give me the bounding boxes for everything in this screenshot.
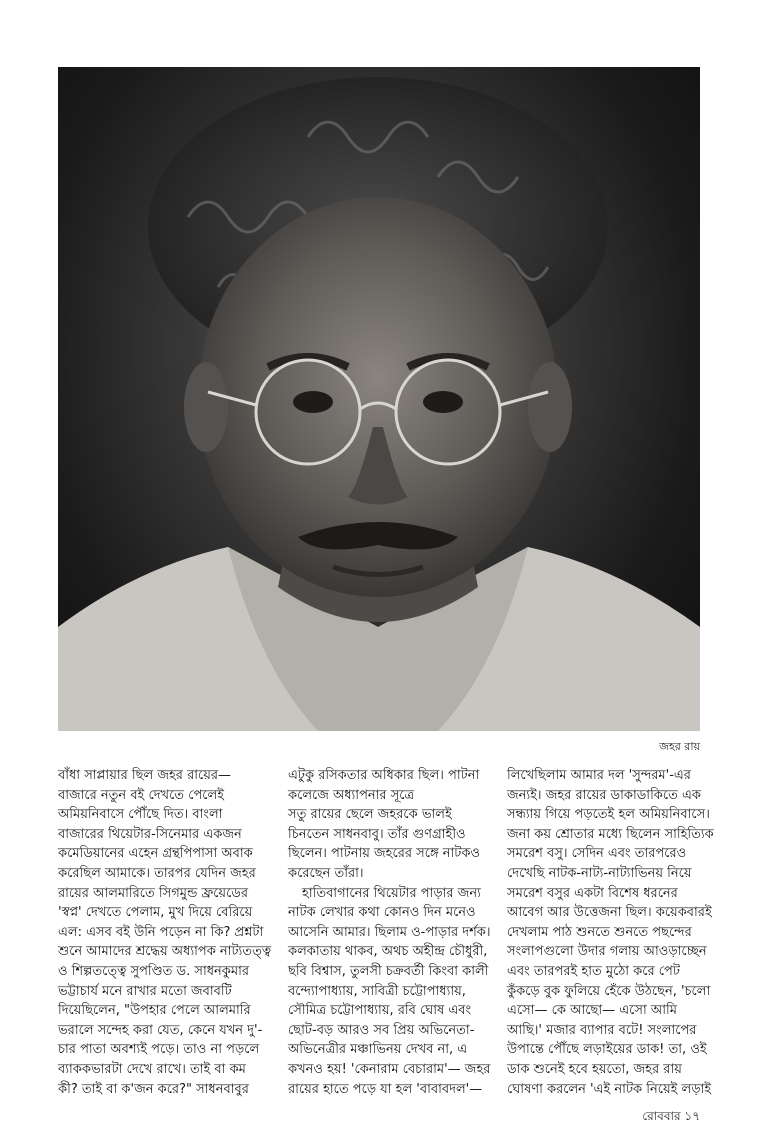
text-line: বাঁধা সাপ্লায়ার ছিল জহর রায়ের— <box>58 768 232 783</box>
text-line: সন্ধ্যায় গিয়ে পড়তেই হল অমিয়নিবাসে। <box>507 807 710 823</box>
text-line: সৌমিত্র চট্টোপাধ্যায়, রবি ঘোষ এবং <box>288 1003 472 1019</box>
text-line: কী? তাই বা ক'জন করে?" সাধনবাবুর <box>58 1081 249 1097</box>
text-line: আসেনি আমার। ছিলাম ও-পাড়ার দর্শক। <box>288 924 491 940</box>
text-line: অমিয়নিবাসে পৌঁছে দিত। বাংলা <box>58 807 223 823</box>
text-line: উপান্তে পৌঁছে লড়াইয়ের ডাক! তা, ওই <box>507 1042 707 1058</box>
text-line: কমেডিয়ানের এহেন গ্রন্থপিপাসা অবাক <box>58 846 253 862</box>
text-line: ভরালে সন্দেহ করা যেত, কেনে যখন দু'- <box>58 1022 263 1038</box>
text-line: বাজারের থিয়েটার-সিনেমার একজন <box>58 826 242 842</box>
text-line: শুনে আমাদের শ্রদ্ধেয় অধ্যাপক নাট্যতত্ত্ব <box>58 944 272 960</box>
text-line: আবেগ আর উত্তেজনা ছিল। কয়েকবারই <box>507 905 712 921</box>
text-line: এল: এসব বই উনি পড়েন না কি? প্রশ্নটা <box>58 924 264 940</box>
text-line: চার পাতা অবশ্যই পড়ে। তাও না পড়লে <box>58 1042 260 1058</box>
text-line: এবং তারপরই হাত মুঠো করে পেট <box>507 963 680 979</box>
text-line: এটুকু রসিকতার অধিকার ছিল। পাটনা <box>288 768 480 783</box>
text-line: ছবি বিশ্বাস, তুলসী চক্রবর্তী কিংবা কালী <box>288 963 489 979</box>
text-line: সতু রায়ের ছেলে জহরকে ভালই <box>288 807 452 823</box>
text-line: ঘোষণা করলেন 'এই নাটক নিয়েই লড়াই <box>507 1081 712 1097</box>
text-line: রায়ের হাতে পড়ে যা হল 'বাবাবদল'— <box>288 1081 483 1097</box>
text-line: কুঁকড়ে বুক ফুলিয়ে হেঁকে উঠছেন, 'চলো <box>507 983 711 999</box>
text-line: কলকাতায় থাকব, অথচ অহীন্দ্র চৌধুরী, <box>288 944 488 960</box>
text-line: দেখেছি নাটক-নাট্য-নাট্যাভিনয় নিয়ে <box>507 865 692 881</box>
text-line: অভিনেত্রীর মঞ্চাভিনয় দেখব না, এ <box>288 1042 468 1058</box>
text-line: সমরেশ বসু। সেদিন এবং তারপরেও <box>507 846 687 862</box>
text-line: সংলাপগুলো উদার গলায় আওড়াচ্ছেন <box>507 944 707 960</box>
text-line: লিখেছিলাম আমার দল 'সুন্দরম'-এর <box>507 768 691 783</box>
text-line: জন্যই। জহর রায়ের ডাকাডাকিতে এক <box>507 787 701 803</box>
text-line: দিয়েছিলেন, "উপহার পেলে আলমারি <box>58 1003 251 1019</box>
text-line: ডাক শুনেই হবে হয়তো, জহর রায় <box>507 1061 682 1077</box>
text-line: করেছেন তাঁরা। <box>288 865 364 881</box>
text-line: এসো— কে আছো— এসো আমি <box>507 1003 677 1019</box>
text-line: দেখলাম পাঠ শুনতে শুনতে পছন্দের <box>507 924 692 940</box>
text-line: সমরেশ বসুর একটা বিশেষ ধরনের <box>507 885 678 901</box>
text-line: কখনও হয়! 'কেনারাম বেচারাম'— জহর <box>288 1061 491 1077</box>
text-line: করেছিল আমাকে। তারপর যেদিন জহর <box>58 865 256 881</box>
text-line: ও শিল্পতত্ত্বে সুপণ্ডিত ড. সাধনকুমার <box>58 963 250 979</box>
text-line: চিনতেন সাধনবাবু। তাঁর গুণগ্রাহীও <box>288 826 466 842</box>
photo-caption: জহর রায় <box>659 740 700 753</box>
text-line: বাজারে নতুন বই দেখতে পেলেই <box>58 787 224 803</box>
text-line: ছিলেন। পাটনায় জহরের সঙ্গে নাটকও <box>288 846 481 862</box>
text-column-1 <box>58 766 270 1099</box>
text-line: রায়ের আলমারিতে সিগমুন্ড ফ্রয়েডের <box>58 885 249 901</box>
text-line: নাটক লেখার কথা কোনও দিন মনেও <box>288 905 476 921</box>
text-line: জনা কয় শ্রোতার মধ্যে ছিলেন সাহিত্যিক <box>507 826 714 842</box>
text-line: ভট্টাচার্য মনে রাখার মতো জবাবটি <box>58 983 232 999</box>
text-column-3 <box>507 766 719 1099</box>
text-line: ব্যাককভারটা দেখে রাখে। তাই বা কম <box>58 1061 246 1077</box>
portrait-photo <box>58 67 700 731</box>
text-line: আছি।' মজার ব্যাপার বটে! সংলাপের <box>507 1022 697 1038</box>
page-footer: রোববার ১৭ <box>642 1109 700 1123</box>
text-line: ছোট-বড় আরও সব প্রিয় অভিনেতা- <box>288 1022 475 1038</box>
text-line: 'স্বপ্ন' দেখতে পেলাম, মুখ দিয়ে বেরিয়ে <box>58 905 253 921</box>
text-line: বন্দ্যোপাধ্যায়, সাবিত্রী চট্টোপাধ্যায়, <box>288 983 466 999</box>
text-line: হাতিবাগানের থিয়েটার পাড়ার জন্য <box>302 885 481 901</box>
text-column-2 <box>288 766 500 1099</box>
text-line: কলেজে অধ্যাপনার সূত্রে <box>288 787 415 803</box>
